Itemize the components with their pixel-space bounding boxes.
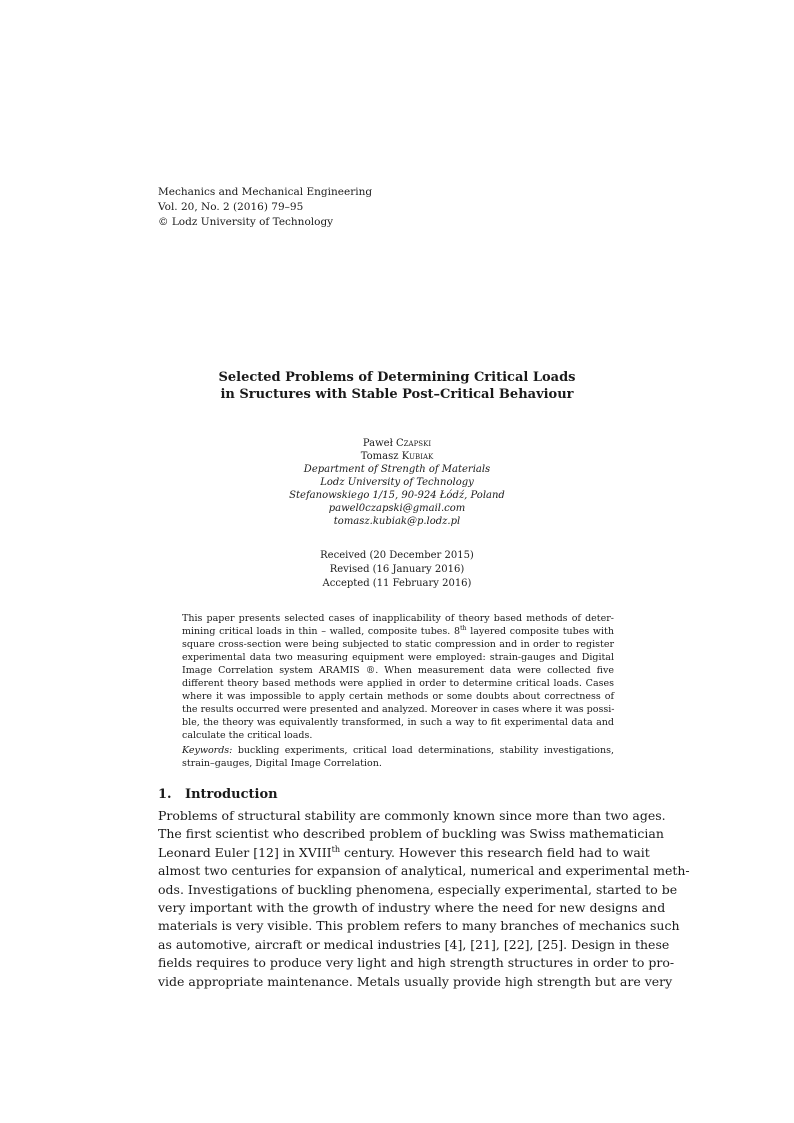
keywords-line [182, 744, 614, 757]
journal-volume: Vol. 20, No. 2 (2016) 79–95 [158, 201, 304, 213]
author-2-last: Kubiak [401, 451, 434, 462]
abstract-line: experimental data two measuring equipment were employed: strain-gauges and Digital [182, 652, 614, 663]
body-line: fields requires to produce very light and high strength structures in order to pro- [158, 955, 675, 971]
abstract-line: This paper presents selected cases of inapplicability of theory based methods of deter- [182, 613, 614, 624]
abstract-line [182, 625, 614, 638]
section-heading [158, 787, 278, 802]
journal-header [158, 185, 372, 230]
body-line [158, 843, 650, 862]
abstract-line: calculate the critical loads. [182, 730, 313, 741]
author-email-1: pawel0czapski@gmail.com [328, 503, 466, 514]
keywords [182, 744, 614, 770]
title-line-2: in Sructures with Stable Post–Critical Behaviour [220, 387, 574, 402]
body-line: Problems of structural stability are commonly known since more than two ages. [158, 808, 666, 823]
abstract [182, 612, 614, 742]
keywords-text: buckling experiments, critical load determinations, stability investigations, [232, 745, 614, 756]
abstract-text: layered composite tubes with [466, 626, 614, 637]
journal-copyright: © Lodz University of Technology [158, 216, 334, 228]
body-superscript: th [331, 843, 341, 854]
body-line: ods. Investigations of buckling phenomena, especially experimental, started to be [158, 881, 678, 897]
body-line: materials is very visible. This problem refers to many branches of mechanics such [158, 918, 680, 934]
body-line: very important with the growth of industry where the need for new designs and [158, 900, 666, 916]
author-2-first: Tomasz [360, 451, 399, 462]
abstract-line: where it was impossible to apply certain methods or some doubts about correctness of [182, 691, 614, 702]
keywords-line: strain–gauges, Digital Image Correlation. [182, 758, 382, 769]
author-1-last: Czapski [396, 438, 432, 449]
keywords-label: Keywords: [182, 745, 233, 756]
abstract-line: different theory based methods were applied in order to determine critical loads. Cases [182, 678, 614, 689]
body-line: The first scientist who described problem of buckling was Swiss mathematician [158, 826, 664, 842]
journal-name: Mechanics and Mechanical Engineering [158, 186, 373, 198]
abstract-line: Image Correlation system ARAMIS ®. When measurement data were collected five [182, 665, 614, 676]
body-text: century. However this research field had to wait [340, 844, 650, 860]
section-title: Introduction [185, 787, 278, 802]
affiliation-university: Lodz University of Technology [320, 477, 474, 488]
affiliation-address: Stefanowskiego 1/15, 90-924 Łódź, Poland [289, 490, 505, 501]
author-2 [0, 450, 794, 463]
section-number: 1. [158, 787, 172, 802]
author-1 [0, 437, 794, 450]
body-text: Leonard Euler [12] in XVIII [158, 844, 332, 860]
abstract-superscript: th [460, 624, 467, 632]
abstract-text: mining critical loads in thin – walled, composite tubes. 8 [182, 626, 461, 637]
author-email-2: tomasz.kubiak@p.lodz.pl [333, 516, 461, 527]
date-revised: Revised (16 January 2016) [329, 564, 465, 575]
paper-title [0, 369, 794, 403]
date-accepted: Accepted (11 February 2016) [322, 578, 472, 589]
abstract-line: the results occurred were presented and analyzed. Moreover in cases where it was possi- [182, 704, 615, 715]
author-1-first: Paweł [362, 438, 393, 449]
body-line: as automotive, aircraft or medical industries [4], [21], [22], [25]. Design in these [158, 936, 670, 952]
abstract-line: ble, the theory was equivalently transformed, in such a way to fit experimental data and [182, 717, 614, 728]
body-line: vide appropriate maintenance. Metals usually provide high strength but are very [158, 973, 673, 989]
abstract-line: square cross-section were being subjected to static compression and in order to register [182, 639, 614, 650]
date-received: Received (20 December 2015) [320, 550, 474, 561]
title-line-1: Selected Problems of Determining Critical Loads [218, 370, 576, 385]
body-line: almost two centuries for expansion of analytical, numerical and experimental meth- [158, 863, 690, 879]
affiliation-department: Department of Strength of Materials [303, 464, 491, 475]
body-text [158, 807, 690, 991]
submission-dates [0, 549, 794, 591]
authors-block [0, 437, 794, 528]
